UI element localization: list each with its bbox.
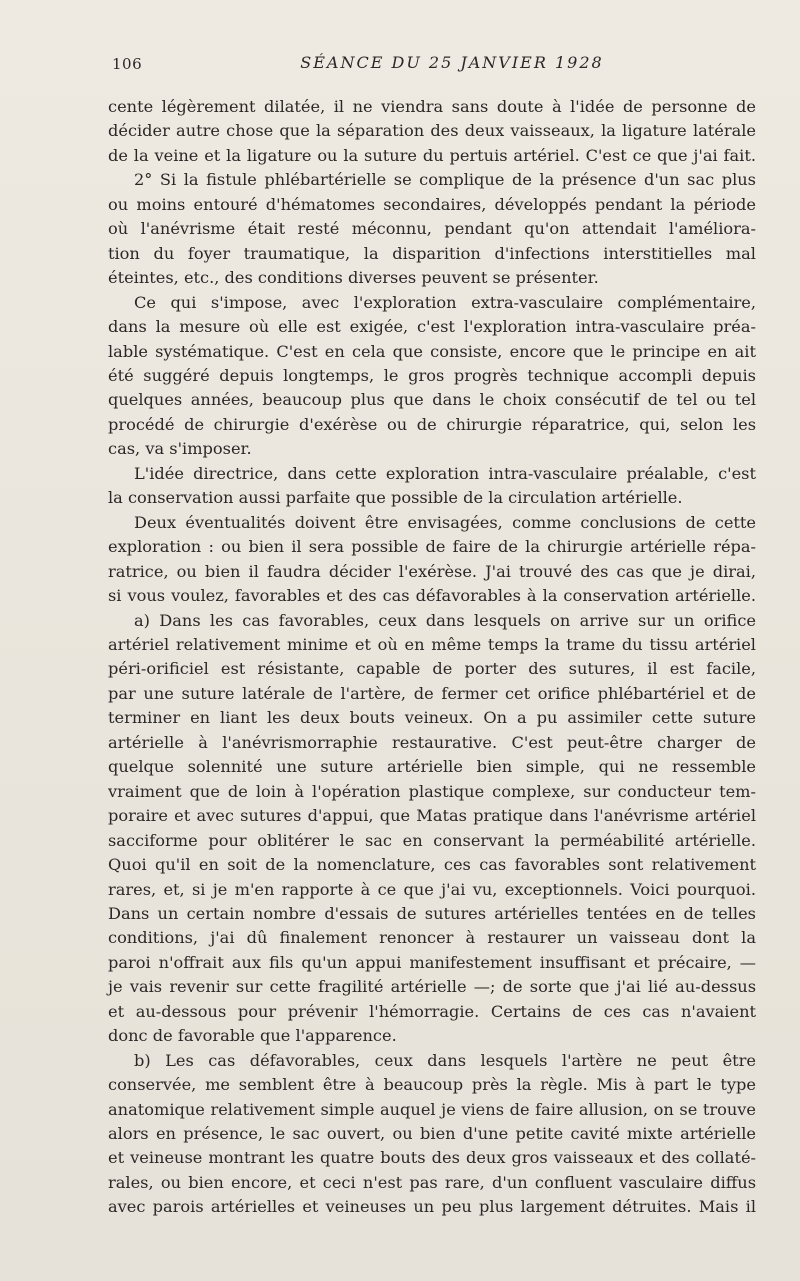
text-line: Deux éventualités doivent être envisagées, comme conclusions de cette [134,512,756,532]
text-line: ou moins entouré d'hématomes secondaires, développés pendant la période [108,194,756,214]
text-line: lable systématique. C'est en cela que consiste, encore que le principe en ait [108,341,756,361]
text-line: rares, et, si je m'en rapporte à ce que j'ai vu, exceptionnels. Voici pourquoi. [108,879,756,899]
text-line: péri-orificiel est résistante, capable de porter des sutures, il est facile, [108,659,756,679]
text-line: avec parois artérielles et veineuses un peu plus largement détruites. Mais il [108,1197,756,1217]
text-line: 2° Si la fistule phlébartérielle se complique de la présence d'un sac plus [134,170,756,190]
text-line: rales, ou bien encore, et ceci n'est pas rare, d'un confluent vasculaire diffus [108,1172,756,1192]
text-line: exploration : ou bien il sera possible de faire de la chirurgie artérielle répa- [108,537,756,557]
text-line: dans la mesure où elle est exigée, c'est l'exploration intra-vasculaire préa- [108,317,756,337]
text-line: été suggéré depuis longtemps, le gros progrès technique accompli depuis [108,365,756,385]
text-line: de la veine et la ligature ou la suture du pertuis artériel. C'est ce que j'ai fait. [108,145,756,165]
text-line: quelques années, beaucoup plus que dans le choix consécutif de tel ou tel [108,390,756,410]
text-line: donc de favorable que l'apparence. [108,1026,397,1046]
text-line: cas, va s'imposer. [108,439,252,459]
text-line: alors en présence, le sac ouvert, ou bien d'une petite cavité mixte artérielle [108,1124,756,1144]
text-line: L'idée directrice, dans cette exploration intra-vasculaire préalable, c'est [134,463,756,483]
text-line: ratrice, ou bien il faudra décider l'exérèse. J'ai trouvé des cas que je dirai, [108,561,756,581]
text-line: artérielle à l'anévrismorraphie restaurative. C'est peut-être charger de [108,732,756,752]
text-line: conservée, me semblent être à beaucoup près la règle. Mis à part le type [108,1075,756,1095]
text-line: Ce qui s'impose, avec l'exploration extra-vasculaire complémentaire, [134,292,756,312]
text-line: je vais revenir sur cette fragilité artérielle —; de sorte que j'ai lié au-dessus [108,977,756,997]
running-header [108,53,756,77]
text-line: éteintes, etc., des conditions diverses peuvent se présenter. [108,268,599,288]
text-line: a) Dans les cas favorables, ceux dans lesquels on arrive sur un orifice [134,610,756,630]
text-line: où l'anévrisme était resté méconnu, pendant qu'on attendait l'améliora- [108,219,756,239]
text-line: anatomique relativement simple auquel je viens de faire allusion, on se trouve [108,1099,756,1119]
text-line: paroi n'offrait aux fils qu'un appui manifestement insuffisant et précaire, — [108,952,756,972]
running-title: SÉANCE DU 25 JANVIER 1928 [300,53,604,72]
page-number: 106 [112,55,143,73]
text-line: sacciforme pour oblitérer le sac en conservant la perméabilité artérielle. [108,830,756,850]
text-line: conditions, j'ai dû finalement renoncer à restaurer un vaisseau dont la [108,928,756,948]
body-text [108,95,756,1220]
text-line: quelque solennité une suture artérielle bien simple, qui ne ressemble [108,757,756,777]
text-line: si vous voulez, favorables et des cas défavorables à la conservation artérielle. [108,586,756,606]
text-line: et au-dessous pour prévenir l'hémorragie. Certains de ces cas n'avaient [108,1001,756,1021]
text-line: terminer en liant les deux bouts veineux. On a pu assimiler cette suture [108,708,756,728]
text-line: tion du foyer traumatique, la disparition d'infections interstitielles mal [108,243,756,263]
text-line: par une suture latérale de l'artère, de fermer cet orifice phlébartériel et de [108,683,756,703]
text-line: poraire et avec sutures d'appui, que Matas pratique dans l'anévrisme artériel [108,806,756,826]
text-line: vraiment que de loin à l'opération plastique complexe, sur conducteur tem- [108,781,756,801]
text-line: procédé de chirurgie d'exérèse ou de chirurgie réparatrice, qui, selon les [108,414,756,434]
text-line: b) Les cas défavorables, ceux dans lesquels l'artère ne peut être [134,1050,756,1070]
text-line: Quoi qu'il en soit de la nomenclature, ces cas favorables sont relativement [108,855,756,875]
text-line: la conservation aussi parfaite que possible de la circulation artérielle. [108,488,683,508]
text-line: artériel relativement minime et où en même temps la trame du tissu artériel [108,634,756,654]
text-line: Dans un certain nombre d'essais de sutures artérielles tentées en de telles [108,903,756,923]
text-line: et veineuse montrant les quatre bouts des deux gros vaisseaux et des collaté- [108,1148,756,1168]
text-line: cente légèrement dilatée, il ne viendra sans doute à l'idée de personne de [108,97,756,116]
text-line: décider autre chose que la séparation des deux vaisseaux, la ligature latérale [108,121,756,141]
